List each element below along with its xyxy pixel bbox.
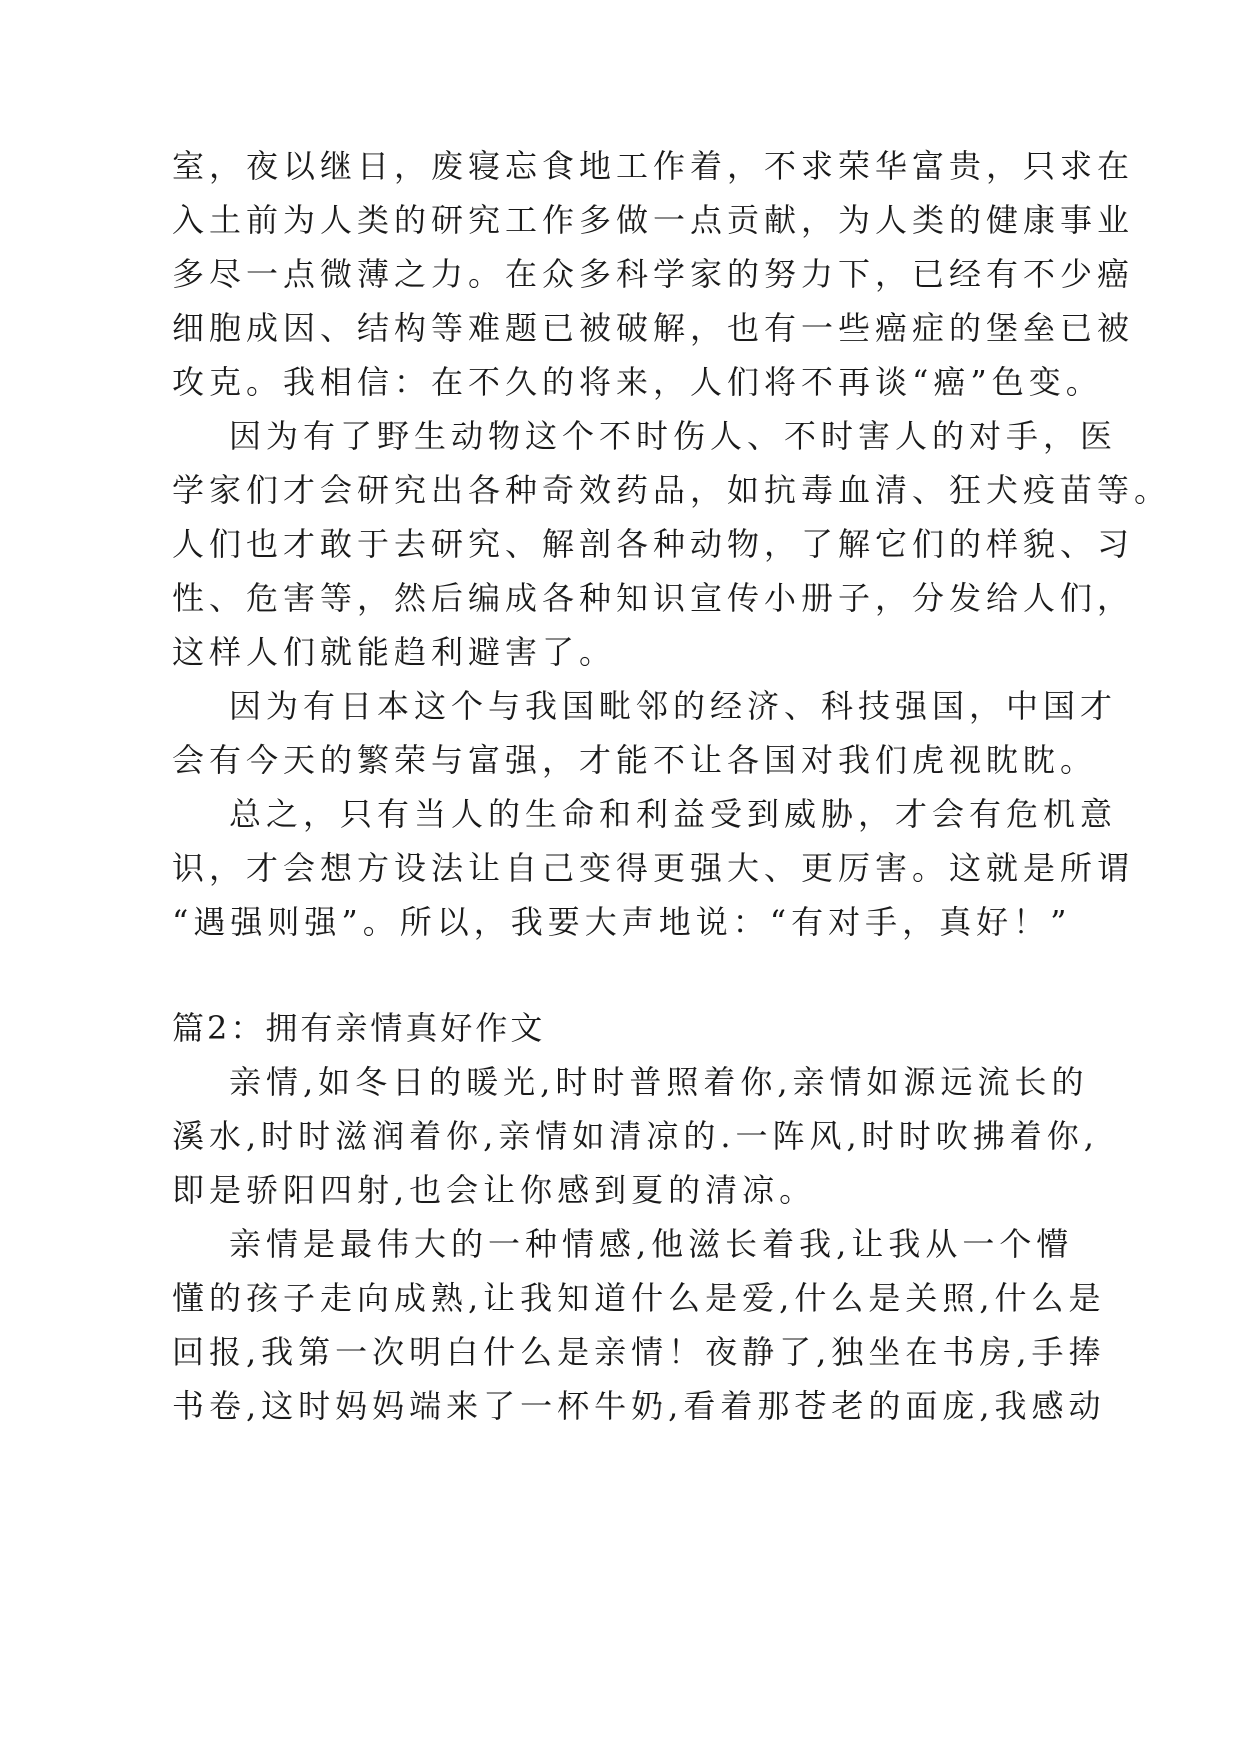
text-line: 回报,我第一次明白什么是亲情！夜静了,独坐在书房,手捧 bbox=[172, 1333, 1106, 1371]
text-line: 学家们才会研究出各种奇效药品，如抗毒血清、狂犬疫苗等。 bbox=[172, 471, 1172, 509]
text-line: 溪水,时时滋润着你,亲情如清凉的.一阵风,时时吹拂着你, bbox=[172, 1117, 1099, 1155]
section-heading: 篇2：拥有亲情真好作文 bbox=[172, 1009, 546, 1047]
text-line: 因为有日本这个与我国毗邻的经济、科技强国，中国才 bbox=[229, 687, 1118, 725]
text-line: 室，夜以继日，废寝忘食地工作着，不求荣华富贵，只求在 bbox=[172, 147, 1135, 185]
text-line: 细胞成因、结构等难题已被破解，也有一些癌症的堡垒已被 bbox=[172, 309, 1135, 347]
text-line: 书卷,这时妈妈端来了一杯牛奶,看着那苍老的面庞,我感动 bbox=[172, 1387, 1106, 1425]
text-line: 因为有了野生动物这个不时伤人、不时害人的对手，医 bbox=[229, 417, 1118, 455]
text-line: 即是骄阳四射,也会让你感到夏的清凉。 bbox=[172, 1171, 817, 1209]
text-line: 懂的孩子走向成熟,让我知道什么是爱,什么是关照,什么是 bbox=[172, 1279, 1106, 1317]
text-line: 人们也才敢于去研究、解剖各种动物，了解它们的样貌、习 bbox=[172, 525, 1135, 563]
text-line: 会有今天的繁荣与富强，才能不让各国对我们虎视眈眈。 bbox=[172, 741, 1098, 779]
text-line: 多尽一点微薄之力。在众多科学家的努力下，已经有不少癌 bbox=[172, 255, 1135, 293]
text-line: 识，才会想方设法让自己变得更强大、更厉害。这就是所谓 bbox=[172, 849, 1135, 887]
text-line: “遇强则强”。所以，我要大声地说：“有对手，真好！” bbox=[172, 903, 1072, 941]
text-line: 这样人们就能趋利避害了。 bbox=[172, 633, 617, 671]
text-line: 入土前为人类的研究工作多做一点贡献，为人类的健康事业 bbox=[172, 201, 1135, 239]
text-line: 亲情是最伟大的一种情感,他滋长着我,让我从一个懵 bbox=[229, 1225, 1074, 1263]
text-line: 总之，只有当人的生命和利益受到威胁，才会有危机意 bbox=[229, 795, 1118, 833]
text-line: 亲情,如冬日的暖光,时时普照着你,亲情如源远流长的 bbox=[229, 1063, 1089, 1101]
text-line: 攻克。我相信：在不久的将来，人们将不再谈“癌”色变。 bbox=[172, 363, 1103, 401]
text-line: 性、危害等，然后编成各种知识宣传小册子，分发给人们， bbox=[172, 579, 1135, 617]
